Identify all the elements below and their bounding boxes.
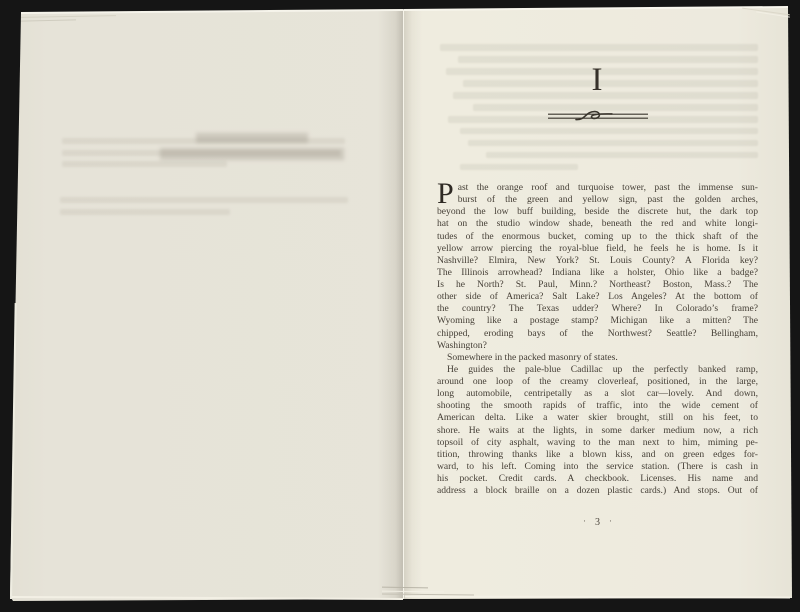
text-line: American delta. Like a water skier brought, still on his feet, to — [437, 412, 758, 424]
text-line: ward, to his left. Coming into the service station. (There is cash in — [437, 460, 758, 472]
text-line: Nashville? Elmira, New York? St. Louis County? A Florida key? — [437, 254, 758, 266]
text-line: Washington? — [437, 339, 487, 351]
text-line: tition, throwing thanks like a blown kiss, and on green edges for- — [437, 448, 758, 460]
text-line: burst of the green and yellow sign, past the golden arches, — [457, 194, 758, 206]
text-line: long automobile, centripetally as a slot car—lovely. And down, — [437, 388, 758, 400]
drop-cap: P — [437, 177, 454, 210]
paragraph — [437, 177, 758, 352]
body-text — [437, 177, 758, 497]
text-line: beyond the low buff building, beside the discrete hut, the dark top — [437, 206, 758, 218]
text-line: around one loop of the creamy cloverleaf, positioned, in the large, — [437, 376, 758, 387]
folio-number: 3 — [595, 517, 600, 528]
text-line: tudes of the enormous bucket, coming up to the thick shaft of the — [437, 230, 758, 242]
folio-dot-left: · — [583, 516, 586, 526]
text-line: hat on the studio window shade, beneath the red and white longi- — [437, 218, 758, 230]
text-line: shooting the smooth rapids of traffic, into the wide cement of — [437, 400, 758, 412]
page-number — [437, 517, 758, 528]
chapter-numeral: I — [591, 62, 604, 98]
folio-dot-right: · — [609, 516, 612, 526]
gutter-shadow-left — [378, 11, 403, 599]
text-line: Somewhere in the packed masonry of states. — [447, 351, 618, 363]
text-line: He guides the pale-blue Cadillac up the perfectly banked ramp, — [447, 363, 758, 375]
text-line: the country? The Texas udder? Where? In Colorado’s frame? — [437, 303, 758, 315]
text-line: Wyoming like a postage stamp? Michigan like a mitten? The — [437, 315, 758, 327]
text-line: other side of America? Salt Lake? Los Angeles? At the bottom of — [437, 291, 758, 303]
text-line: address a block braille on a dozen plastic cards.) And stops. Out of — [437, 485, 758, 497]
text-line: The Illinois arrowhead? Indiana like a holster, Ohio like a badge? — [437, 266, 758, 278]
text-line: his pocket. Credit cards. A checkbook. Licenses. His name and — [437, 473, 758, 484]
text-line: ast the orange roof and turquoise tower, past the immense sun- — [457, 182, 758, 193]
text-line: shore. He waits at the lights, in some darker medium now, a rich — [437, 424, 758, 436]
text-line: yellow arrow piercing the royal-blue field, he feels he is home. Is it — [437, 242, 758, 254]
gutter-shadow-right — [403, 9, 422, 599]
right-page-content — [437, 0, 758, 612]
text-line: topsoil of city asphalt, waving to the man next to him, miming pe- — [437, 436, 758, 448]
paragraph — [437, 352, 758, 364]
paragraph — [437, 364, 758, 497]
text-line: chipped, eroding bays of the Northwest? Seattle? Bellingham, — [437, 327, 758, 339]
chapter-ornament-icon — [548, 109, 648, 123]
text-line: Is he North? St. Paul, Minn.? Northeast? Boston, Mass.? The — [437, 279, 758, 290]
